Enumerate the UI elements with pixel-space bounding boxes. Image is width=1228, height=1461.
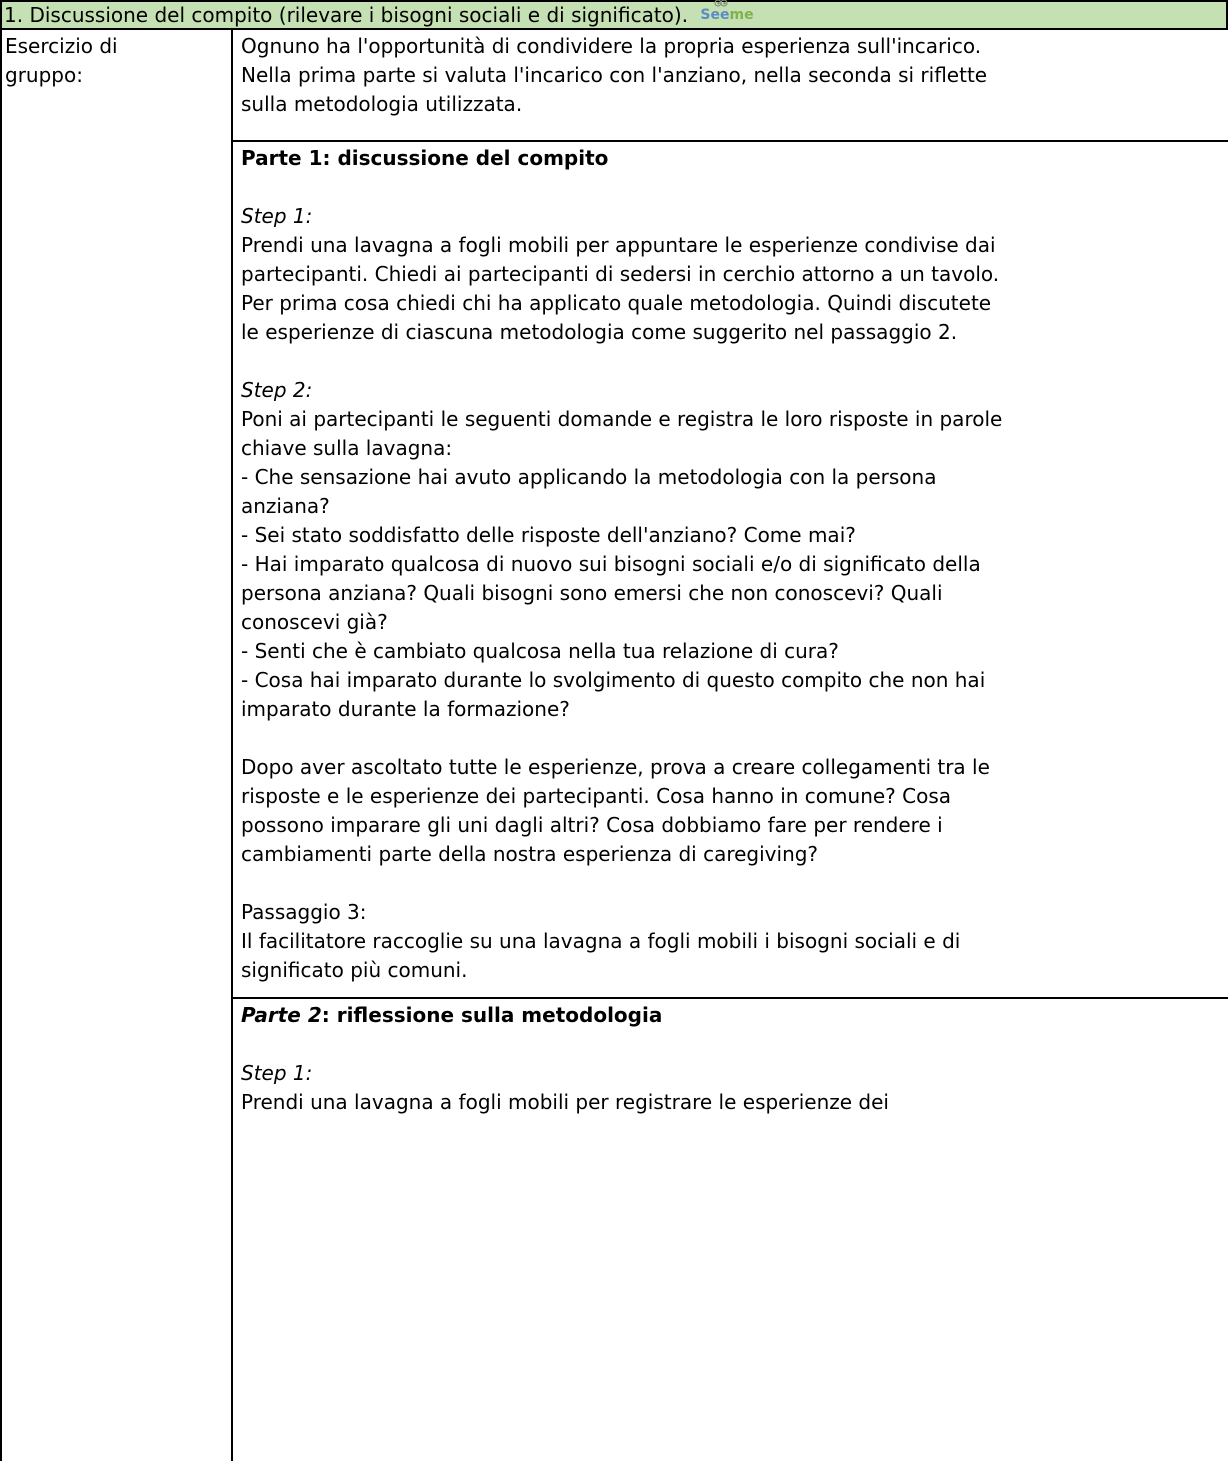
logo-see-text: See xyxy=(700,6,730,23)
part1-after-line: possono imparare gli uni dagli altri? Cosa dobbiamo fare per rendere i xyxy=(241,813,943,837)
part1-step3-label: Passaggio 3: xyxy=(241,900,367,924)
part1-step2-line: chiave sulla lavagna: xyxy=(241,436,453,460)
part1-step2-line: imparato durante la formazione? xyxy=(241,697,570,721)
part1-step2-line: - Sei stato soddisfatto delle risposte dell'anziano? Come mai? xyxy=(241,523,856,547)
part1-step2-line: Poni ai partecipanti le seguenti domande e registra le loro risposte in parole xyxy=(241,407,1003,431)
section-header xyxy=(0,0,1228,30)
row-label-cell xyxy=(0,30,233,1461)
part1-step1-label: Step 1: xyxy=(241,204,313,228)
part2-heading-rest: : riflessione sulla metodologia xyxy=(321,1003,663,1027)
part1-step2-line: persona anziana? Quali bisogni sono emersi che non conoscevi? Quali xyxy=(241,581,943,605)
part1-step2-line: - Senti che è cambiato qualcosa nella tua relazione di cura? xyxy=(241,639,839,663)
part2-heading-italic: Parte 2 xyxy=(241,1003,322,1027)
part2-step1-label: Step 1: xyxy=(241,1061,313,1085)
seeme-logo xyxy=(700,8,753,22)
part1-step2-line: - Cosa hai imparato durante lo svolgimento di questo compito che non hai xyxy=(241,668,986,692)
intro-line: Nella prima parte si valuta l'incarico con l'anziano, nella seconda si riflette xyxy=(241,63,988,87)
logo-eyes-icon xyxy=(714,0,728,7)
part1-step1-line: Per prima cosa chiedi chi ha applicato quale metodologia. Quindi discutete xyxy=(241,291,992,315)
row-label-line-2: gruppo: xyxy=(5,63,83,87)
part1-heading: Parte 1: discussione del compito xyxy=(241,146,609,170)
part1-step3-line: significato più comuni. xyxy=(241,958,468,982)
content-column xyxy=(233,30,1228,1461)
intro-line: Ognuno ha l'opportunità di condividere la propria esperienza sull'incarico. xyxy=(241,34,982,58)
part1-step2-line: anziana? xyxy=(241,494,330,518)
logo-me-text: me xyxy=(729,6,754,23)
part1-step2-label: Step 2: xyxy=(241,378,313,402)
part2-cell xyxy=(233,999,1228,1461)
part2-step1-line: Prendi una lavagna a fogli mobili per registrare le esperienze dei xyxy=(241,1090,889,1114)
part1-step1-line: partecipanti. Chiedi ai partecipanti di sedersi in cerchio attorno a un tavolo. xyxy=(241,262,1000,286)
part1-step2-line: conoscevi già? xyxy=(241,610,388,634)
part1-cell xyxy=(233,142,1228,999)
row-label-line-1: Esercizio di xyxy=(5,34,118,58)
part1-step2-line: - Hai imparato qualcosa di nuovo sui bisogni sociali e/o di significato della xyxy=(241,552,981,576)
part1-step1-line: le esperienze di ciascuna metodologia come suggerito nel passaggio 2. xyxy=(241,320,958,344)
intro-cell xyxy=(233,30,1228,142)
part1-step2-line: - Che sensazione hai avuto applicando la metodologia con la persona xyxy=(241,465,937,489)
part1-after-line: risposte e le esperienze dei partecipanti. Cosa hanno in comune? Cosa xyxy=(241,784,952,808)
part1-step1-line: Prendi una lavagna a fogli mobili per appuntare le esperienze condivise dai xyxy=(241,233,996,257)
part2-heading xyxy=(241,1001,1228,1030)
intro-line: sulla metodologia utilizzata. xyxy=(241,92,523,116)
part1-step3-line: Il facilitatore raccoglie su una lavagna a fogli mobili i bisogni sociali e di xyxy=(241,929,961,953)
part1-after-line: Dopo aver ascoltato tutte le esperienze, prova a creare collegamenti tra le xyxy=(241,755,990,779)
section-title: 1. Discussione del compito (rilevare i bisogni sociali e di significato). xyxy=(4,3,689,27)
part1-after-line: cambiamenti parte della nostra esperienza di caregiving? xyxy=(241,842,819,866)
